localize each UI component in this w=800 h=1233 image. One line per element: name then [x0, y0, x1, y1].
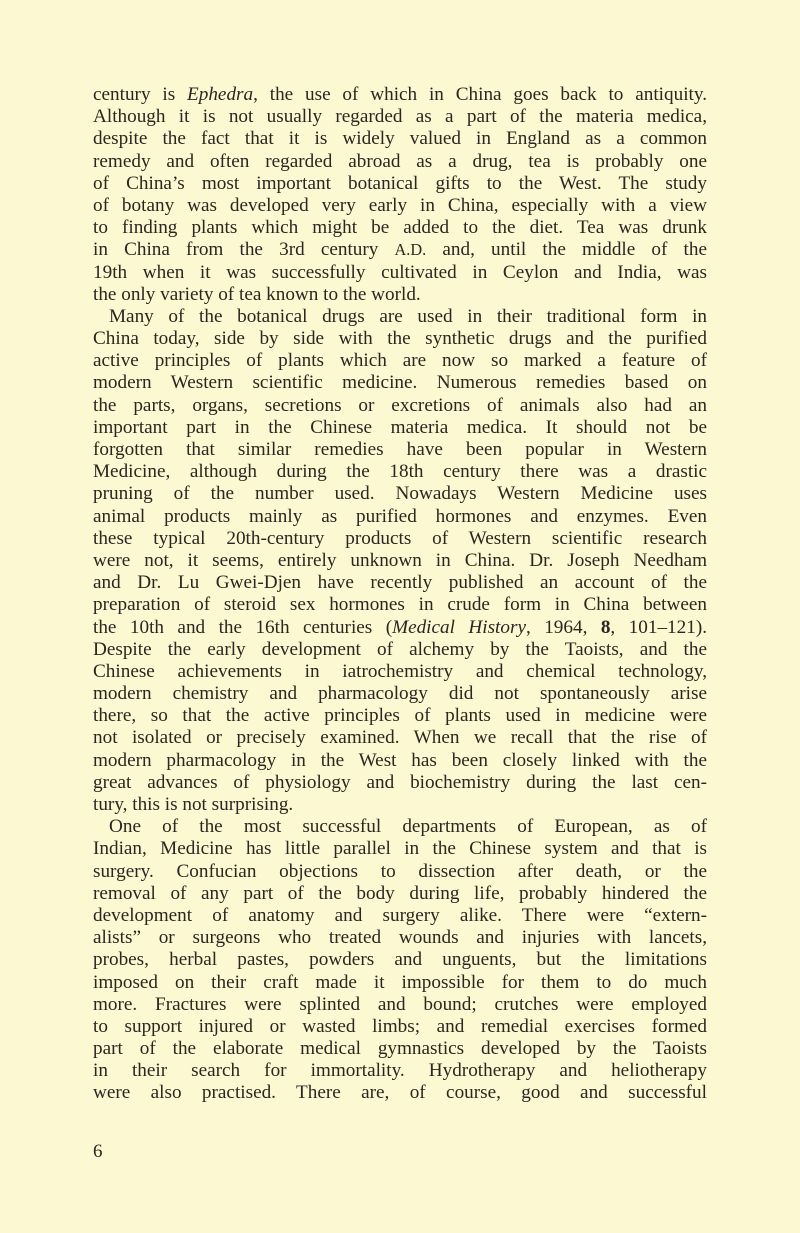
- italic-text: Ephedra: [187, 84, 254, 105]
- text-line: 19th when it was successfully cultivated in Ceylon and India, was: [93, 261, 707, 283]
- text-line: tury, this is not surprising.: [93, 794, 294, 815]
- text-line: not isolated or precisely examined. When we recall that the rise of: [93, 727, 707, 749]
- text-line: China today, side by side with the synthetic drugs and the purified: [93, 328, 707, 350]
- text-line: the only variety of tea known to the world.: [93, 283, 421, 305]
- text-line: in their search for immortality. Hydrotherapy and heliotherapy: [93, 1060, 707, 1082]
- text-line: removal of any part of the body during life, probably hindered the: [93, 882, 707, 904]
- text-line: animal products mainly as purified hormones and enzymes. Even: [93, 505, 707, 527]
- page-number: 6: [93, 1141, 103, 1162]
- text-line: of China’s most important botanical gifts to the West. The study: [93, 172, 707, 194]
- text-line: the 10th and the 16th centuries (Medical History, 1964, 8, 101–121).: [93, 616, 708, 638]
- text-line: were not, it seems, entirely unknown in China. Dr. Joseph Needham: [93, 549, 707, 571]
- text-line: to finding plants which might be added to the diet. Tea was drunk: [93, 217, 707, 239]
- text-line: Many of the botanical drugs are used in their traditional form in: [109, 305, 707, 327]
- text-line: important part in the Chinese materia medica. It should not be: [93, 416, 707, 438]
- text-line: great advances of physiology and biochemistry during the last cen-: [93, 771, 707, 793]
- text-line: preparation of steroid sex hormones in crude form in China between: [93, 594, 707, 616]
- text-line: and Dr. Lu Gwei-Djen have recently published an account of the: [93, 572, 707, 594]
- text-line: these typical 20th-century products of Western scientific research: [93, 527, 707, 549]
- text-line: more. Fractures were splinted and bound; crutches were employed: [93, 993, 707, 1015]
- page-body: [93, 84, 707, 1105]
- small-caps-text: A.D.: [394, 240, 427, 260]
- text-line: Although it is not usually regarded as a part of the materia medica,: [93, 106, 707, 128]
- text-line: modern Western scientific medicine. Numerous remedies based on: [93, 372, 707, 394]
- text-line: surgery. Confucian objections to dissection after death, or the: [93, 860, 707, 882]
- text-line: modern pharmacology in the West has been closely linked with the: [93, 749, 707, 771]
- text-line: active principles of plants which are now so marked a feature of: [93, 350, 707, 372]
- text-line: modern chemistry and pharmacology did not spontaneously arise: [93, 683, 707, 705]
- text-line: of botany was developed very early in China, especially with a view: [93, 194, 707, 216]
- text-line: forgotten that similar remedies have been popular in Western: [93, 439, 707, 460]
- text-line: to support injured or wasted limbs; and remedial exercises formed: [93, 1015, 707, 1037]
- text-line: part of the elaborate medical gymnastics developed by the Taoists: [93, 1038, 707, 1060]
- italic-text: Medical History: [392, 616, 526, 638]
- text-line: Chinese achievements in iatrochemistry and chemical technology,: [93, 660, 707, 682]
- text-line: Medicine, although during the 18th century there was a drastic: [93, 461, 707, 483]
- text-line: pruning of the number used. Nowadays Western Medicine uses: [93, 483, 707, 505]
- text-line: century is Ephedra, the use of which in China goes back to antiquity.: [93, 84, 707, 105]
- paragraph: [93, 816, 707, 1104]
- text-line: alists” or surgeons who treated wounds and injuries with lancets,: [93, 927, 707, 949]
- bold-text: 8: [600, 616, 611, 638]
- text-line: development of anatomy and surgery alike. There were “extern-: [93, 904, 707, 926]
- text-line: were also practised. There are, of course, good and successful: [93, 1082, 707, 1104]
- text-line: remedy and often regarded abroad as a drug, tea is probably one: [93, 150, 707, 172]
- paragraph: [93, 306, 707, 816]
- text-line: Despite the early development of alchemy by the Taoists, and the: [93, 638, 707, 660]
- text-line: imposed on their craft made it impossible for them to do much: [93, 971, 707, 993]
- text-line: probes, herbal pastes, powders and unguents, but the limitations: [93, 949, 707, 971]
- text-line: Indian, Medicine has little parallel in the Chinese system and that is: [93, 838, 707, 860]
- paragraph: [93, 84, 707, 306]
- text-line: in China from the 3rd century A.D. and, until the middle of the: [93, 239, 708, 261]
- text-line: the parts, organs, secretions or excretions of animals also had an: [93, 394, 707, 416]
- text-line: despite the fact that it is widely valued in England as a common: [93, 128, 707, 150]
- text-line: there, so that the active principles of plants used in medicine were: [93, 705, 707, 727]
- text-line: One of the most successful departments of European, as of: [109, 816, 707, 838]
